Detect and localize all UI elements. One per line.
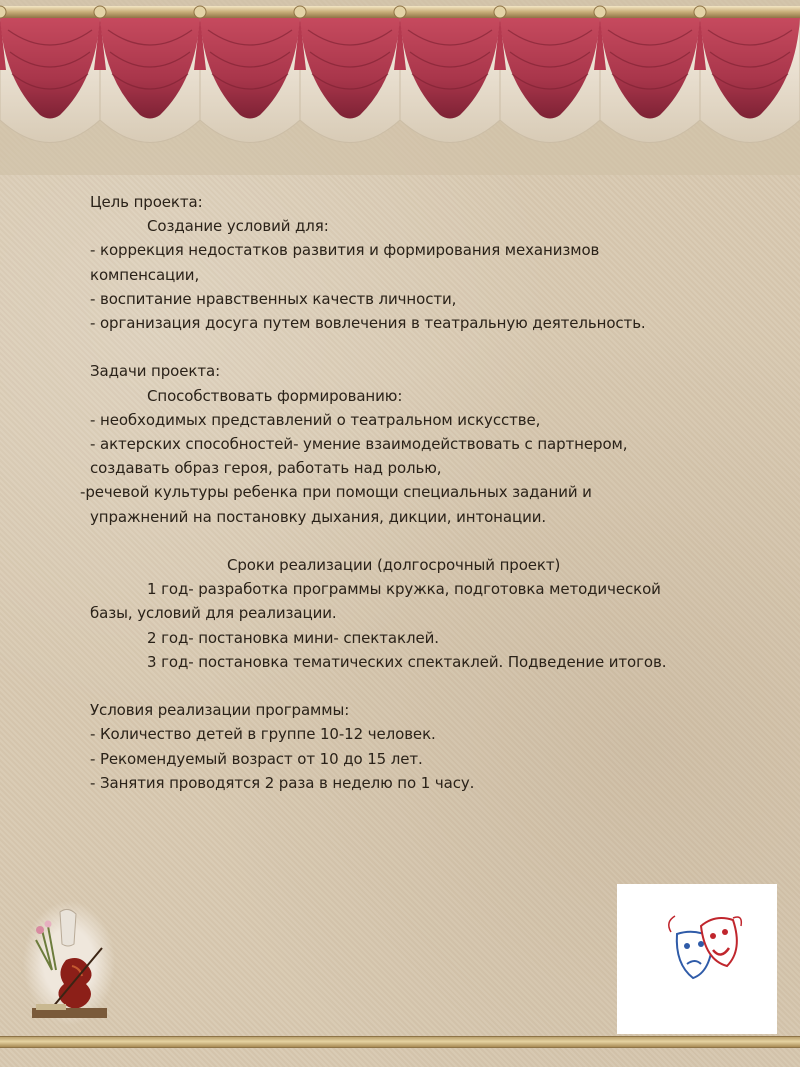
term-item: 1 год- разработка программы кружка, подготовка методической — [147, 580, 661, 599]
violin-still-life-icon — [22, 900, 117, 1025]
theater-masks-icon — [617, 884, 777, 1034]
condition-item: - Рекомендуемый возраст от 10 до 15 лет. — [90, 749, 423, 768]
term-item: 2 год- постановка мини- спектаклей. — [147, 628, 439, 647]
term-item: базы, условий для реализации. — [90, 604, 337, 623]
term-item: 3 год- постановка тематических спектаклей. Подведение итогов. — [147, 652, 667, 671]
task-item: - актерских способностей- умение взаимодействовать с партнером, — [90, 435, 628, 454]
tasks-intro: Способствовать формированию: — [147, 386, 403, 405]
goal-item: - воспитание нравственных качеств личности, — [90, 289, 457, 308]
task-item: упражнений на постановку дыхания, дикции, интонации. — [90, 507, 547, 526]
goal-heading: Цель проекта: — [90, 193, 203, 211]
floor-border — [0, 1036, 800, 1048]
task-item: - необходимых представлений о театральном искусстве, — [90, 410, 541, 429]
condition-item: - Количество детей в группе 10-12 человек. — [90, 725, 436, 744]
tasks-heading: Задачи проекта: — [90, 362, 221, 381]
condition-item: - Занятия проводятся 2 раза в неделю по 1 часу. — [90, 773, 475, 792]
goal-item: - коррекция недостатков развития и формирования механизмов — [90, 241, 600, 260]
task-item: создавать образ героя, работать над ролью, — [90, 459, 442, 478]
terms-heading: Сроки реализации (долгосрочный проект) — [227, 556, 561, 575]
goal-intro: Создание условий для: — [147, 217, 329, 236]
project-description — [80, 190, 740, 795]
goal-item: компенсации, — [90, 265, 200, 284]
theater-curtain-valance-icon — [0, 0, 800, 175]
theater-masks-frame — [617, 884, 777, 1034]
conditions-heading: Условия реализации программы: — [90, 701, 350, 720]
goal-item: - организация досуга путем вовлечения в театральную деятельность. — [90, 314, 646, 333]
task-item: -речевой культуры ребенка при помощи специальных заданий и — [80, 483, 592, 502]
